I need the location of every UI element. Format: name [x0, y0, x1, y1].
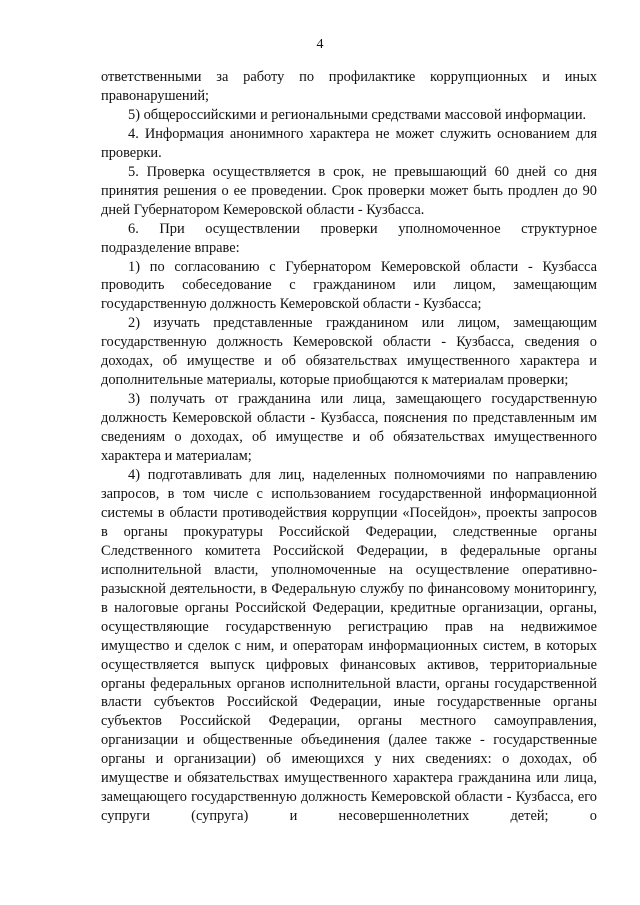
document-body: [101, 68, 597, 826]
paragraph-item-4-requests: 4) подготавливать для лиц, наделенных полномочиями по направлению запросов, в том числе с использованием государственной информационной системы в области противодействия коррупции «Посейдон», проекты запросов в органы прокуратуры Российской Федерации, следственные органы Следственного комитета Российской Федерации, в федеральные органы исполнительной власти, уполномоченные на осуществление оперативно-разыскной деятельности, в Федеральную службу по финансовому мониторингу, в налоговые органы Российской Федерации, кредитные организации, органы, осуществляющие государственную регистрацию прав на недвижимое имущество и сделок с ним, и операторам информационных систем, в которых осуществляется выпуск цифровых финансовых активов, территориальные органы федеральных органов исполнительной власти, органы государственной власти субъектов Российской Федерации, иные государственные органы субъектов Российской Федерации, органы местного самоуправления, организации и общественные объединения (далее также - государственные органы и организации) об имеющихся у них сведениях: о доходах, об имуществе и обязательствах имущественного характера гражданина или лица, замещающего государственную должность Кемеровской области - Кузбасса, его супруги (супруга) и несовершеннолетних детей; о: [101, 467, 597, 825]
paragraph-item-2-study: 2) изучать представленные гражданином или лицом, замещающим государственную должность Кемеровской области - Кузбасса, сведения о доходах, об имуществе и об обязательствах имущественного характера и дополнительные материалы, которые приобщаются к материалам проверки;: [101, 315, 597, 389]
paragraph-4-anonymous-info: 4. Информация анонимного характера не может служить основанием для проверки.: [101, 125, 597, 161]
paragraph-continuation: ответственными за работу по профилактике коррупционных и иных правонарушений;: [101, 69, 597, 104]
page-number: 4: [316, 37, 324, 52]
paragraph-item-3-explanations: 3) получать от гражданина или лица, замещающего государственную должность Кемеровской области - Кузбасса, пояснения по представленным им сведениям о доходах, об имуществе и об обязательствах имущественного характера и материалам;: [101, 391, 597, 465]
paragraph-5-inspection-term: 5. Проверка осуществляется в срок, не превышающий 60 дней со дня принятия решения о ее проведении. Срок проверки может быть продлен до 90 дней Губернатором Кемеровской области - Кузбасса.: [101, 163, 597, 218]
paragraph-item-1-interview: 1) по согласованию с Губернатором Кемеровской области - Кузбасса проводить собеседование с гражданином или лицом, замещающим государственную должность Кемеровской области - Кузбасса;: [101, 258, 597, 313]
paragraph-item-5-media: 5) общероссийскими и региональными средствами массовой информации.: [128, 106, 587, 123]
paragraph-6-rights: 6. При осуществлении проверки уполномоченное структурное подразделение вправе:: [101, 220, 597, 256]
